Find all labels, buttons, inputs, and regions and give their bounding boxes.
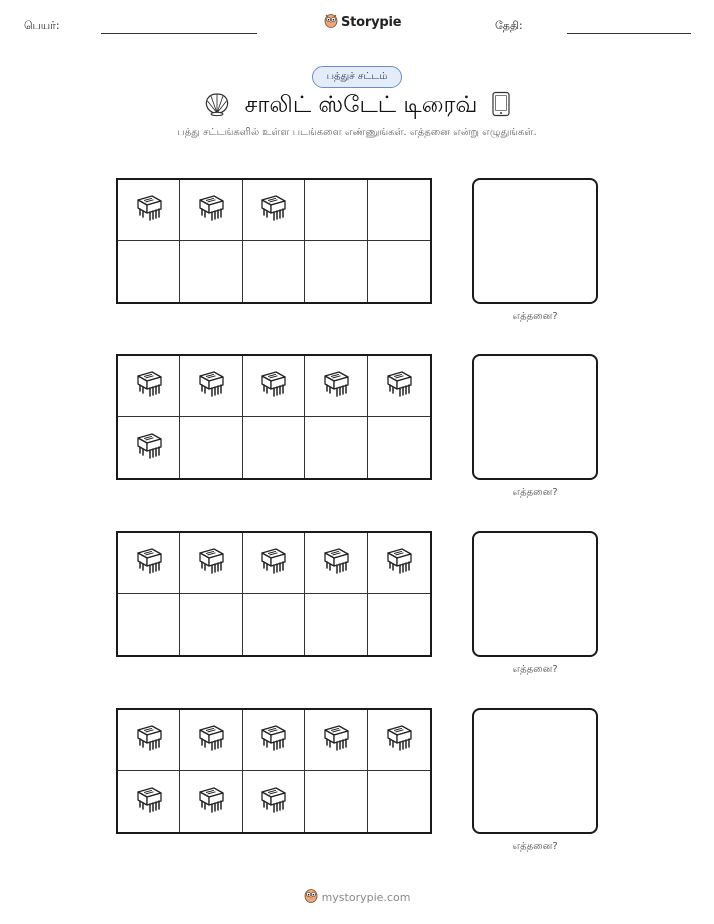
ten-frame-cell — [368, 771, 430, 832]
ten-frame-cell — [118, 180, 180, 241]
answer-prompt: எத்தனை? — [512, 841, 558, 852]
footer-url: mystorypie.com — [321, 890, 411, 904]
microchip-icon — [382, 544, 416, 582]
ten-frame-cell — [118, 710, 180, 771]
ten-frame-cell — [305, 533, 367, 594]
microchip-icon — [319, 544, 353, 582]
ten-frame-cell — [368, 180, 430, 241]
microchip-icon — [132, 191, 166, 229]
microchip-icon — [194, 191, 228, 229]
ten-frame — [116, 354, 432, 480]
microchip-icon — [256, 721, 290, 759]
ten-frame-cell — [180, 241, 242, 302]
ten-frame-cell — [368, 417, 430, 478]
ten-frame-cell — [180, 180, 242, 241]
ten-frame-cell — [180, 771, 242, 832]
ten-frame-cell — [118, 594, 180, 655]
ten-frame — [116, 178, 432, 304]
ten-frame-cell — [305, 180, 367, 241]
name-label: பெயர்: — [24, 19, 60, 32]
footer — [0, 887, 714, 907]
answer-box[interactable] — [472, 531, 598, 657]
microchip-icon — [319, 721, 353, 759]
ten-frame-cell — [368, 710, 430, 771]
name-field[interactable] — [101, 33, 257, 34]
ten-frame — [116, 531, 432, 657]
ten-frame-cell — [305, 417, 367, 478]
worksheet-type-badge: பத்துச் சட்டம் — [312, 66, 402, 88]
tablet-icon — [491, 91, 511, 121]
ten-frame-cell — [305, 241, 367, 302]
microchip-icon — [256, 191, 290, 229]
page-title: சாலிட் ஸ்டேட் டிரைவ் — [244, 91, 478, 118]
date-label: தேதி: — [495, 19, 523, 32]
ten-frame-cell — [368, 533, 430, 594]
ten-frame-cell — [305, 356, 367, 417]
title-row — [0, 88, 714, 124]
ten-frame-cell — [368, 241, 430, 302]
microchip-icon — [132, 367, 166, 405]
ten-frame-cell — [305, 710, 367, 771]
ten-frame-cell — [368, 356, 430, 417]
answer-box[interactable] — [472, 708, 598, 834]
ten-frame-cell — [118, 533, 180, 594]
answer-box[interactable] — [472, 354, 598, 480]
ten-frame-cell — [118, 241, 180, 302]
ten-frame-cell — [118, 771, 180, 832]
ten-frame-cell — [180, 417, 242, 478]
owl-mascot-icon — [304, 887, 318, 907]
microchip-icon — [132, 783, 166, 821]
answer-prompt: எத்தனை? — [512, 311, 558, 322]
microchip-icon — [132, 544, 166, 582]
answer-prompt: எத்தனை? — [512, 664, 558, 675]
ten-frame-cell — [243, 771, 305, 832]
ten-frame-cell — [243, 180, 305, 241]
brand-name: Storypie — [341, 14, 402, 30]
brand-logo — [324, 12, 401, 32]
answer-prompt: எத்தனை? — [512, 487, 558, 498]
ten-frame — [116, 708, 432, 834]
microchip-icon — [194, 721, 228, 759]
microchip-icon — [194, 367, 228, 405]
ten-frame-cell — [305, 594, 367, 655]
microchip-icon — [194, 783, 228, 821]
microchip-icon — [132, 429, 166, 467]
microchip-icon — [382, 367, 416, 405]
microchip-icon — [256, 367, 290, 405]
ten-frame-cell — [243, 356, 305, 417]
microchip-icon — [256, 783, 290, 821]
ten-frame-cell — [243, 710, 305, 771]
ten-frame-cell — [368, 594, 430, 655]
microchip-icon — [319, 367, 353, 405]
ten-frame-cell — [305, 771, 367, 832]
ten-frame-cell — [243, 594, 305, 655]
ten-frame-cell — [180, 356, 242, 417]
ten-frame-cell — [180, 594, 242, 655]
ten-frame-cell — [118, 356, 180, 417]
owl-mascot-icon — [324, 12, 338, 32]
instructions: பத்து சட்டங்களில் உள்ள படங்களை எண்ணுங்கள். எத்தனை என்று எழுதுங்கள். — [177, 127, 537, 138]
microchip-icon — [194, 544, 228, 582]
date-field[interactable] — [567, 33, 691, 34]
shell-icon — [203, 91, 231, 121]
microchip-icon — [382, 721, 416, 759]
microchip-icon — [132, 721, 166, 759]
ten-frame-cell — [180, 710, 242, 771]
ten-frame-cell — [118, 417, 180, 478]
microchip-icon — [256, 544, 290, 582]
ten-frame-cell — [243, 241, 305, 302]
ten-frame-cell — [243, 417, 305, 478]
answer-box[interactable] — [472, 178, 598, 304]
ten-frame-cell — [180, 533, 242, 594]
ten-frame-cell — [243, 533, 305, 594]
